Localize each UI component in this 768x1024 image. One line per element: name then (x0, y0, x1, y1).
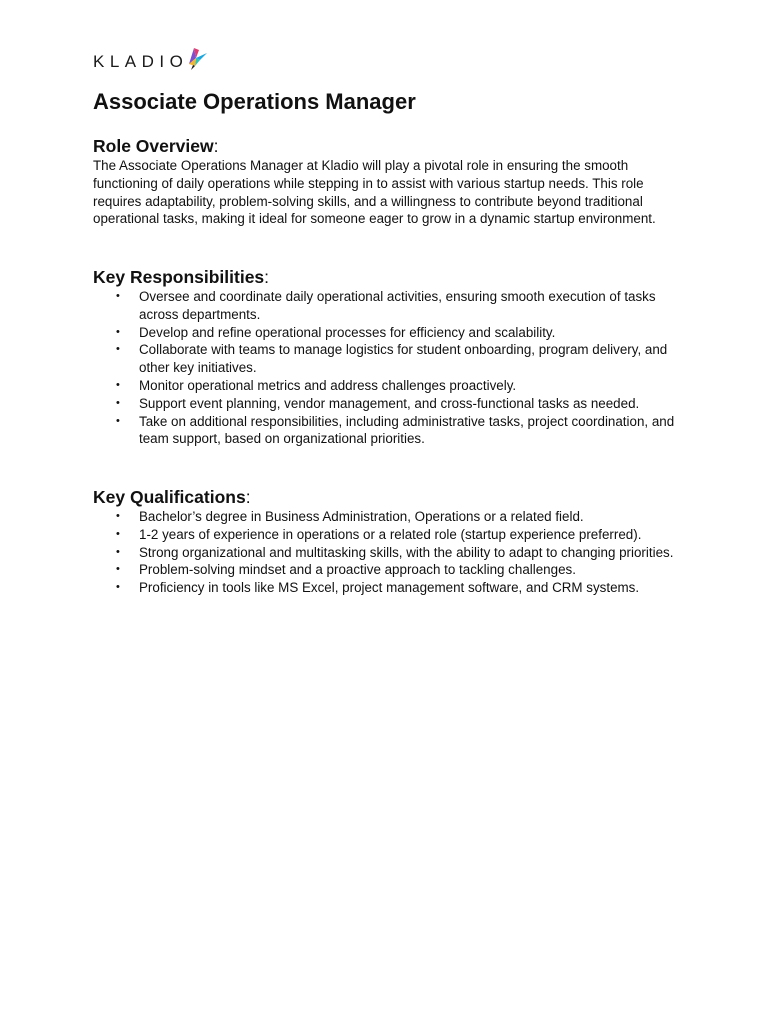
qualifications-heading-text: Key Qualifications (93, 487, 246, 507)
bullet-icon: • (116, 378, 120, 391)
list-item (93, 508, 679, 526)
bullet-icon: • (116, 343, 120, 356)
list-item-text: Take on additional responsibilities, including administrative tasks, project coordination, and team support, based on organizational priorities. (139, 413, 675, 447)
list-item (93, 341, 679, 377)
bullet-icon: • (116, 414, 120, 427)
role-overview-heading (93, 135, 683, 157)
kladio-logo (93, 44, 208, 72)
bullet-icon: • (116, 527, 120, 540)
responsibilities-section (93, 266, 683, 448)
list-item-text: Develop and refine operational processes for efficiency and scalability. (139, 324, 556, 340)
list-item (93, 413, 679, 449)
responsibilities-heading (93, 266, 683, 288)
kladio-bird-icon (180, 44, 208, 72)
role-overview-text: The Associate Operations Manager at Kladio will play a pivotal role in ensuring the smooth functioning of daily operations while stepping in to assist with various startup needs. This role requires adaptability, problem-solving skills, and a willingness to contribute beyond traditional operational tasks, making it ideal for someone eager to grow in a dynamic startup environment. (93, 158, 656, 227)
qualifications-heading (93, 486, 683, 508)
list-item (93, 395, 679, 413)
list-item-text: Support event planning, vendor management, and cross-functional tasks as needed. (139, 395, 640, 411)
list-item (93, 288, 679, 324)
list-item (93, 324, 679, 342)
list-item-text: 1-2 years of experience in operations or a related role (startup experience preferred). (139, 526, 642, 542)
list-item-text: Strong organizational and multitasking skills, with the ability to adapt to changing priorities. (139, 544, 674, 560)
bullet-icon: • (116, 545, 120, 558)
list-item (93, 377, 679, 395)
role-overview-heading-text: Role Overview (93, 136, 214, 156)
list-item-text: Collaborate with teams to manage logistics for student onboarding, program delivery, and other key initiatives. (139, 342, 668, 376)
list-item-text: Proficiency in tools like MS Excel, project management software, and CRM systems. (139, 580, 640, 596)
list-item-text: Problem-solving mindset and a proactive approach to tackling challenges. (139, 562, 576, 578)
responsibilities-heading-text: Key Responsibilities (93, 267, 265, 287)
heading-colon: : (213, 136, 219, 156)
qualifications-list (93, 508, 683, 597)
list-item-text: Monitor operational metrics and address challenges proactively. (139, 377, 517, 393)
heading-colon: : (245, 487, 251, 507)
list-item (93, 561, 679, 579)
list-item (93, 579, 679, 597)
bullet-icon: • (116, 510, 120, 522)
list-item-text: Oversee and coordinate daily operational activities, ensuring smooth execution of tasks across departments. (139, 289, 656, 322)
list-item-text: Bachelor’s degree in Business Administration, Operations or a related field. (139, 509, 584, 524)
responsibilities-list (93, 288, 683, 448)
bullet-icon: • (116, 581, 120, 594)
bullet-icon: • (116, 290, 120, 302)
heading-colon: : (264, 267, 270, 287)
bullet-icon: • (116, 325, 120, 338)
bullet-icon: • (116, 396, 120, 409)
bullet-icon: • (116, 563, 120, 576)
list-item (93, 544, 679, 562)
logo-wordmark: KLADIO (93, 51, 189, 71)
list-item (93, 526, 679, 544)
role-overview-section (93, 135, 683, 228)
qualifications-section (93, 486, 683, 597)
page-title: Associate Operations Manager (93, 89, 416, 114)
